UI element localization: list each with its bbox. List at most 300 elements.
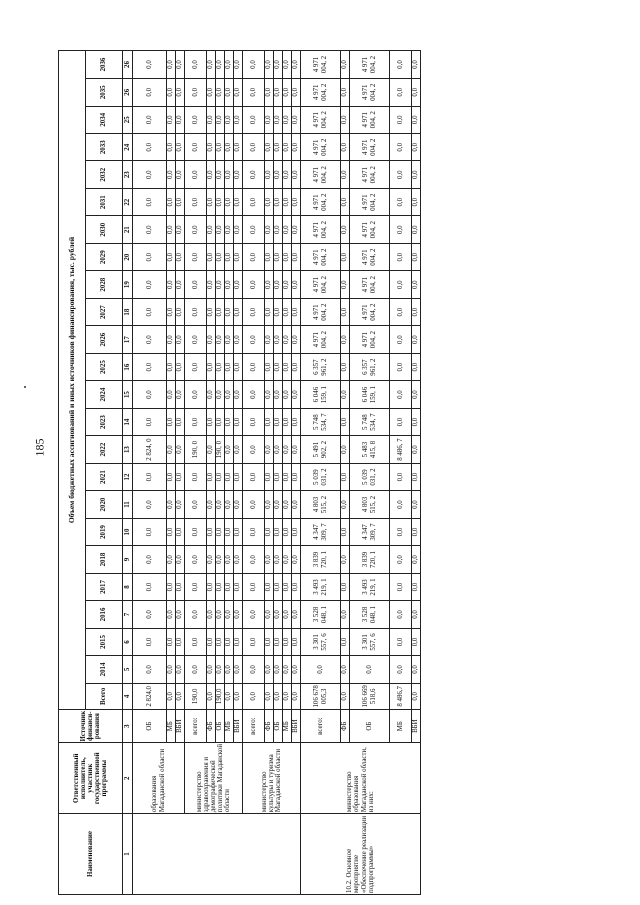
row-value: 190, 0 (216, 436, 225, 463)
row-value: 0,0 (292, 573, 301, 600)
row-value: 0,0 (412, 326, 421, 353)
row-executor: образования Магаданской области (133, 743, 185, 814)
row-value: 0,0 (225, 134, 234, 161)
table-row (243, 51, 265, 895)
row-value: 0,0 (167, 271, 176, 298)
row-value: 0,0 (265, 491, 274, 518)
row-value: 0,0 (412, 51, 421, 79)
row-value: 4 971 004, 2 (301, 216, 341, 243)
row-value: 4 971 004, 2 (350, 51, 390, 79)
row-value: 0,0 (274, 518, 283, 545)
row-value: 0,0 (234, 271, 243, 298)
row-source: ВБИ (176, 709, 185, 742)
row-value: 0,0 (265, 243, 274, 270)
row-executor: министерство культуры и туризма Магаданской области (243, 743, 301, 814)
row-value: 8 486, 7 (390, 436, 412, 463)
row-value: 0,0 (243, 381, 265, 408)
row-value: 0,0 (176, 188, 185, 215)
row-value: 0,0 (133, 463, 167, 490)
row-value: 0,0 (225, 656, 234, 683)
row-value: 0,0 (176, 353, 185, 380)
row-value: 0,0 (176, 271, 185, 298)
row-value: 0,0 (341, 546, 350, 573)
row-value: 0,0 (234, 491, 243, 518)
header-year: 2036 (86, 51, 123, 79)
row-value: 0,0 (341, 271, 350, 298)
column-number: 6 (123, 628, 133, 655)
row-value: 0,0 (390, 628, 412, 655)
row-value: 2 824, 0 (133, 436, 167, 463)
row-value: 0,0 (176, 436, 185, 463)
column-number: 24 (123, 134, 133, 161)
row-value: 0,0 (412, 491, 421, 518)
row-value: 0,0 (390, 656, 412, 683)
row-value: 0,0 (283, 381, 292, 408)
row-value: 0,0 (216, 463, 225, 490)
column-number: 7 (123, 601, 133, 628)
column-number: 22 (123, 188, 133, 215)
row-value: 0,0 (301, 656, 341, 683)
row-source: ОБ (133, 709, 167, 742)
row-value: 4 971 004, 2 (350, 271, 390, 298)
row-value: 0,0 (274, 491, 283, 518)
row-value: 0,0 (292, 601, 301, 628)
row-value: 0,0 (207, 326, 216, 353)
row-value: 0,0 (265, 298, 274, 325)
row-value: 0,0 (292, 298, 301, 325)
row-total: 0,0 (243, 683, 265, 709)
row-value: 0,0 (167, 491, 176, 518)
row-value: 0,0 (133, 106, 167, 133)
header-year: 2017 (86, 573, 123, 600)
header-total: Всего (86, 683, 123, 709)
row-source: МБ (283, 709, 292, 742)
row-value: 0,0 (216, 79, 225, 106)
row-name (133, 814, 301, 895)
row-value: 0,0 (265, 271, 274, 298)
row-value: 0,0 (176, 408, 185, 435)
row-value: 0,0 (283, 134, 292, 161)
row-value: 0,0 (292, 656, 301, 683)
row-value: 0,0 (133, 573, 167, 600)
row-source: МБ (390, 709, 412, 742)
row-value: 4 971 004, 2 (301, 271, 341, 298)
row-value: 0,0 (283, 79, 292, 106)
row-value: 0,0 (185, 106, 207, 133)
row-value: 0,0 (234, 463, 243, 490)
row-value: 5 748 534, 7 (350, 408, 390, 435)
row-value: 0,0 (207, 436, 216, 463)
row-value: 3 301 557, 6 (350, 628, 390, 655)
row-value: 0,0 (234, 408, 243, 435)
row-total: 106 678 005,3 (301, 683, 341, 709)
row-value: 3 839 720, 1 (350, 546, 390, 573)
row-value: 0,0 (243, 573, 265, 600)
row-value: 0,0 (207, 106, 216, 133)
row-value: 0,0 (341, 436, 350, 463)
header-year: 2026 (86, 326, 123, 353)
row-value: 0,0 (176, 326, 185, 353)
row-value: 0,0 (167, 161, 176, 188)
row-value: 0,0 (341, 243, 350, 270)
row-value: 0,0 (167, 326, 176, 353)
header-source: Источник финанси-рования (59, 709, 123, 742)
row-value: 0,0 (283, 463, 292, 490)
row-value: 0,0 (341, 326, 350, 353)
row-value: 0,0 (185, 546, 207, 573)
row-value: 0,0 (225, 573, 234, 600)
row-value: 0,0 (207, 353, 216, 380)
row-value: 0,0 (216, 573, 225, 600)
row-value: 0,0 (390, 491, 412, 518)
row-value: 6 357 961, 2 (301, 353, 341, 380)
row-value: 0,0 (207, 573, 216, 600)
row-value: 0,0 (167, 353, 176, 380)
row-value: 0,0 (292, 518, 301, 545)
row-value: 0,0 (207, 463, 216, 490)
row-value: 0,0 (234, 628, 243, 655)
row-value: 190, 0 (185, 436, 207, 463)
row-value: 0,0 (292, 216, 301, 243)
row-value: 0,0 (207, 134, 216, 161)
row-value: 0,0 (243, 491, 265, 518)
row-value: 0,0 (274, 79, 283, 106)
row-source: всего: (185, 709, 207, 742)
row-value: 0,0 (412, 298, 421, 325)
row-value: 0,0 (390, 216, 412, 243)
row-value: 0,0 (167, 408, 176, 435)
row-value: 0,0 (412, 436, 421, 463)
page-number: 185 (32, 438, 47, 457)
row-value: 4 971 004, 2 (350, 106, 390, 133)
row-source: ОБ (216, 709, 225, 742)
row-value: 0,0 (341, 51, 350, 79)
row-value: 0,0 (176, 656, 185, 683)
row-value: 0,0 (265, 656, 274, 683)
row-value: 0,0 (216, 216, 225, 243)
row-value: 0,0 (243, 51, 265, 79)
row-value: 0,0 (265, 216, 274, 243)
row-value: 0,0 (216, 408, 225, 435)
row-value: 4 971 004, 2 (301, 79, 341, 106)
row-value: 0,0 (225, 79, 234, 106)
row-value: 0,0 (167, 601, 176, 628)
row-value: 4 971 004, 2 (350, 216, 390, 243)
row-value: 0,0 (133, 326, 167, 353)
row-value: 0,0 (234, 298, 243, 325)
row-value: 0,0 (265, 628, 274, 655)
row-total: 0,0 (176, 683, 185, 709)
row-value: 0,0 (243, 628, 265, 655)
row-value: 0,0 (292, 436, 301, 463)
row-value: 5 483 415, 8 (350, 436, 390, 463)
row-value: 0,0 (167, 79, 176, 106)
row-value: 0,0 (133, 381, 167, 408)
row-value: 0,0 (167, 216, 176, 243)
row-value: 0,0 (243, 518, 265, 545)
row-value: 0,0 (225, 271, 234, 298)
row-value: 0,0 (341, 408, 350, 435)
row-value: 0,0 (292, 546, 301, 573)
row-value: 0,0 (292, 106, 301, 133)
row-value: 0,0 (234, 243, 243, 270)
row-value: 0,0 (225, 408, 234, 435)
row-value: 0,0 (265, 51, 274, 79)
column-number: 11 (123, 491, 133, 518)
header-year: 2027 (86, 298, 123, 325)
row-value: 0,0 (341, 353, 350, 380)
row-value: 0,0 (207, 628, 216, 655)
row-value: 0,0 (234, 518, 243, 545)
row-value: 0,0 (207, 491, 216, 518)
row-value: 0,0 (283, 628, 292, 655)
header-year: 2032 (86, 161, 123, 188)
row-value: 0,0 (274, 353, 283, 380)
row-value: 0,0 (167, 106, 176, 133)
row-value: 0,0 (390, 353, 412, 380)
row-value: 0,0 (133, 491, 167, 518)
row-value: 0,0 (176, 79, 185, 106)
row-value: 0,0 (185, 601, 207, 628)
row-value: 0,0 (341, 491, 350, 518)
row-value: 0,0 (341, 381, 350, 408)
row-value: 0,0 (243, 134, 265, 161)
row-value: 0,0 (225, 188, 234, 215)
row-value: 0,0 (274, 628, 283, 655)
row-value: 0,0 (243, 79, 265, 106)
row-value: 0,0 (176, 601, 185, 628)
row-value: 0,0 (207, 243, 216, 270)
row-value: 0,0 (234, 546, 243, 573)
header-year: 2025 (86, 353, 123, 380)
row-value: 0,0 (292, 188, 301, 215)
row-value: 0,0 (283, 408, 292, 435)
row-value: 0,0 (185, 188, 207, 215)
column-number: 26 (123, 51, 133, 79)
row-value: 0,0 (390, 271, 412, 298)
funding-table (58, 50, 421, 895)
row-value: 0,0 (216, 518, 225, 545)
row-source: ВБИ (292, 709, 301, 742)
row-value: 0,0 (216, 546, 225, 573)
row-value: 0,0 (185, 243, 207, 270)
row-value: 0,0 (283, 353, 292, 380)
row-source: ФБ (207, 709, 216, 742)
row-source: ФБ (341, 709, 350, 742)
row-value: 0,0 (292, 491, 301, 518)
row-value: 0,0 (341, 601, 350, 628)
row-value: 0,0 (185, 326, 207, 353)
row-value: 0,0 (412, 243, 421, 270)
row-value: 0,0 (283, 326, 292, 353)
row-value: 0,0 (243, 188, 265, 215)
row-value: 0,0 (176, 491, 185, 518)
row-value: 0,0 (216, 656, 225, 683)
row-value: 0,0 (412, 381, 421, 408)
row-value: 0,0 (207, 546, 216, 573)
row-value: 0,0 (283, 106, 292, 133)
row-value: 0,0 (412, 134, 421, 161)
row-value: 0,0 (216, 381, 225, 408)
row-value: 0,0 (225, 161, 234, 188)
row-value: 0,0 (234, 573, 243, 600)
row-value: 0,0 (234, 106, 243, 133)
row-value: 0,0 (243, 106, 265, 133)
row-value: 0,0 (225, 546, 234, 573)
row-value: 0,0 (234, 353, 243, 380)
row-value: 0,0 (167, 656, 176, 683)
row-value: 3 493 219, 1 (350, 573, 390, 600)
row-value: 0,0 (225, 628, 234, 655)
row-value: 0,0 (341, 518, 350, 545)
row-source: ВБИ (234, 709, 243, 742)
column-number: 19 (123, 271, 133, 298)
row-value: 0,0 (243, 463, 265, 490)
row-value: 0,0 (412, 79, 421, 106)
row-value: 0,0 (167, 243, 176, 270)
row-value: 0,0 (234, 601, 243, 628)
row-total: 0,0 (234, 683, 243, 709)
row-value: 0,0 (225, 326, 234, 353)
row-value: 0,0 (274, 243, 283, 270)
row-value: 0,0 (412, 628, 421, 655)
row-value: 4 971 004, 2 (301, 106, 341, 133)
row-value: 0,0 (207, 188, 216, 215)
row-value: 0,0 (265, 161, 274, 188)
row-value: 0,0 (167, 463, 176, 490)
row-value: 0,0 (283, 271, 292, 298)
header-year: 2020 (86, 491, 123, 518)
row-value: 0,0 (265, 601, 274, 628)
row-value: 0,0 (390, 408, 412, 435)
row-value: 4 971 004, 2 (350, 161, 390, 188)
row-value: 0,0 (216, 106, 225, 133)
row-total: 0,0 (283, 683, 292, 709)
row-value: 0,0 (185, 79, 207, 106)
row-value: 0,0 (412, 216, 421, 243)
row-value: 4 803 515, 2 (301, 491, 341, 518)
row-value: 0,0 (207, 79, 216, 106)
column-number: 9 (123, 546, 133, 573)
row-value: 0,0 (216, 134, 225, 161)
row-value: 0,0 (292, 381, 301, 408)
row-value: 0,0 (133, 656, 167, 683)
row-value: 0,0 (274, 546, 283, 573)
row-value: 4 971 004, 2 (301, 51, 341, 79)
row-value: 0,0 (292, 271, 301, 298)
column-number: 1 (123, 814, 133, 895)
row-value: 0,0 (176, 51, 185, 79)
row-value: 0,0 (207, 161, 216, 188)
row-value: 0,0 (265, 436, 274, 463)
header-year: 2028 (86, 271, 123, 298)
row-value: 4 971 004, 2 (350, 134, 390, 161)
row-value: 4 971 004, 2 (350, 298, 390, 325)
header-year: 2030 (86, 216, 123, 243)
row-value: 0,0 (234, 161, 243, 188)
header-year: 2031 (86, 188, 123, 215)
row-value: 5 039 031, 2 (350, 463, 390, 490)
row-source: ОБ (350, 709, 390, 742)
row-value: 0,0 (274, 656, 283, 683)
row-value: 0,0 (225, 106, 234, 133)
row-value: 0,0 (274, 408, 283, 435)
row-total: 0,0 (412, 683, 421, 709)
row-value: 0,0 (185, 298, 207, 325)
row-value: 0,0 (274, 298, 283, 325)
row-value: 0,0 (207, 656, 216, 683)
row-value: 0,0 (243, 408, 265, 435)
row-value: 0,0 (225, 436, 234, 463)
row-value: 6 357 961, 2 (350, 353, 390, 380)
row-source: МБ (225, 709, 234, 742)
row-value: 0,0 (133, 298, 167, 325)
row-value: 0,0 (234, 188, 243, 215)
row-value: 0,0 (341, 79, 350, 106)
row-value: 0,0 (274, 161, 283, 188)
row-value: 0,0 (133, 518, 167, 545)
row-total: 190,0 (216, 683, 225, 709)
row-value: 0,0 (167, 51, 176, 79)
header-year: 2034 (86, 106, 123, 133)
row-value: 0,0 (167, 546, 176, 573)
column-number: 21 (123, 216, 133, 243)
row-value: 0,0 (133, 51, 167, 79)
row-value: 0,0 (234, 216, 243, 243)
row-value: 0,0 (412, 188, 421, 215)
row-value: 0,0 (283, 298, 292, 325)
row-name: 10.2. Основное мероприятие «Обеспечение реализации подпрограммы» (301, 814, 421, 895)
row-value: 0,0 (176, 628, 185, 655)
row-value: 0,0 (243, 656, 265, 683)
row-value: 5 748 534, 7 (301, 408, 341, 435)
row-value: 0,0 (225, 298, 234, 325)
row-value: 0,0 (243, 298, 265, 325)
row-value: 0,0 (390, 51, 412, 79)
column-number: 16 (123, 353, 133, 380)
row-value: 0,0 (185, 353, 207, 380)
row-value: 0,0 (234, 381, 243, 408)
row-value: 0,0 (341, 134, 350, 161)
column-number: 17 (123, 326, 133, 353)
row-value: 3 528 048, 1 (301, 601, 341, 628)
row-value: 0,0 (283, 656, 292, 683)
row-value: 0,0 (234, 326, 243, 353)
row-value: 0,0 (274, 436, 283, 463)
column-number: 5 (123, 656, 133, 683)
row-value: 0,0 (243, 271, 265, 298)
row-value: 0,0 (176, 463, 185, 490)
row-value: 0,0 (216, 188, 225, 215)
row-value: 0,0 (292, 408, 301, 435)
row-value: 0,0 (412, 408, 421, 435)
row-value: 4 347 309, 7 (301, 518, 341, 545)
row-value: 0,0 (283, 243, 292, 270)
row-value: 0,0 (292, 463, 301, 490)
row-value: 4 971 004, 2 (350, 188, 390, 215)
row-value: 0,0 (341, 161, 350, 188)
row-value: 0,0 (185, 381, 207, 408)
row-value: 0,0 (185, 216, 207, 243)
rotated-table-container (58, 50, 620, 895)
row-value: 6 046 159, 1 (301, 381, 341, 408)
row-value: 4 971 004, 2 (301, 188, 341, 215)
row-value: 0,0 (176, 243, 185, 270)
row-total: 0,0 (207, 683, 216, 709)
row-source: ФБ (265, 709, 274, 742)
row-value: 0,0 (133, 546, 167, 573)
row-value: 0,0 (412, 573, 421, 600)
